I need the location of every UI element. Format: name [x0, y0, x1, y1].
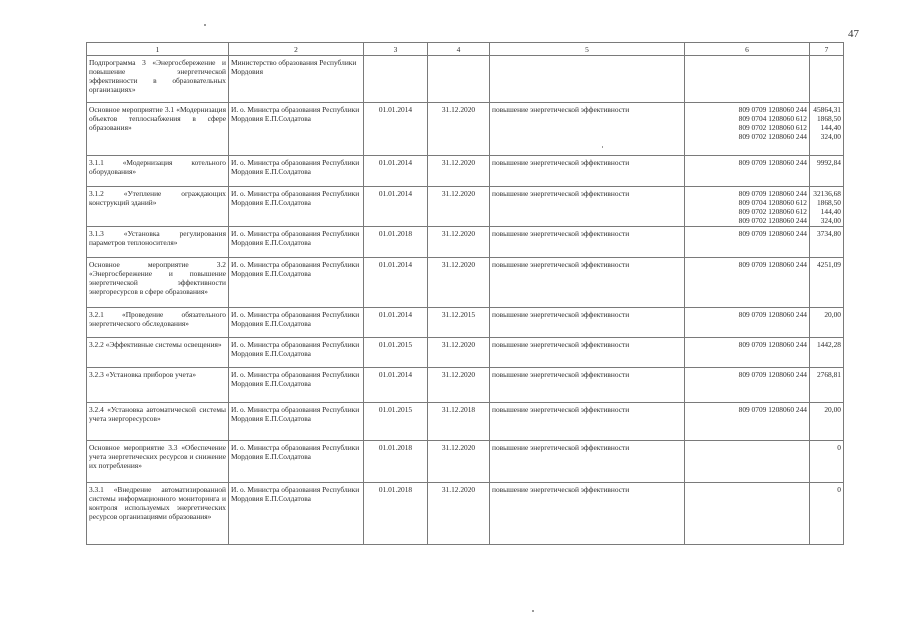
expected-result: [490, 56, 685, 103]
budget-code: 809 0709 1208060 244: [738, 229, 807, 238]
table-row: [87, 403, 844, 441]
budget-codes: [685, 403, 810, 441]
end-date: 31.12.2020: [428, 227, 490, 258]
column-number: 7: [810, 43, 844, 56]
budget-code: 809 0709 1208060 244: [738, 405, 807, 414]
start-date: 01.01.2014: [364, 258, 428, 308]
executor: И. о. Министра образования Республики Мордовия Е.П.Солдатова: [229, 308, 364, 338]
end-date: 31.12.2015: [428, 308, 490, 338]
measure-name: Основное мероприятие 3.3 «Обеспечение учета энергетических ресурсов и снижение их потребления»: [87, 441, 229, 483]
start-date: 01.01.2018: [364, 441, 428, 483]
funding-amounts: [810, 338, 844, 368]
funding-amounts: [810, 441, 844, 483]
end-date: [428, 56, 490, 103]
column-number: 2: [229, 43, 364, 56]
budget-code: 809 0702 1208060 244: [738, 216, 807, 225]
budget-codes: [685, 483, 810, 545]
executor: И. о. Министра образования Республики Мордовия Е.П.Солдатова: [229, 338, 364, 368]
expected-result: повышение энергетической эффективности: [490, 187, 685, 227]
measure-name: 3.2.1 «Проведение обязательного энергетического обследования»: [87, 308, 229, 338]
column-number: 3: [364, 43, 428, 56]
funding-amounts: [810, 368, 844, 403]
start-date: [364, 56, 428, 103]
start-date: 01.01.2015: [364, 403, 428, 441]
end-date: 31.12.2020: [428, 103, 490, 156]
expected-result: повышение энергетической эффективности: [490, 227, 685, 258]
funding-amount: 1868,50: [816, 198, 841, 207]
measure-name: Основное мероприятие 3.1 «Модернизация объектов теплоснабжения в сфере образования»: [87, 103, 229, 156]
budget-code: 809 0709 1208060 244: [738, 189, 807, 198]
budget-codes: [685, 338, 810, 368]
budget-code: 809 0704 1208060 612: [738, 198, 807, 207]
funding-amount: 9992,84: [816, 158, 841, 167]
measure-name: 3.1.3 «Установка регулирования параметров теплоносителя»: [87, 227, 229, 258]
measure-name: 3.1.2 «Утепление ограждающих конструкций зданий»: [87, 187, 229, 227]
funding-amount: 2768,81: [816, 370, 841, 379]
funding-amount: 144,40: [820, 123, 841, 132]
budget-code: 809 0709 1208060 244: [738, 370, 807, 379]
end-date: 31.12.2020: [428, 441, 490, 483]
budget-code: 809 0709 1208060 244: [738, 340, 807, 349]
budget-codes: [685, 103, 810, 156]
funding-amount: 0: [837, 485, 841, 494]
start-date: 01.01.2018: [364, 483, 428, 545]
program-table: [86, 42, 844, 545]
measure-name: 3.1.1 «Модернизация котельного оборудования»: [87, 156, 229, 187]
executor: И. о. Министра образования Республики Мордовия Е.П.Солдатова: [229, 156, 364, 187]
funding-amount: 45864,31: [813, 105, 841, 114]
table-row: [87, 308, 844, 338]
budget-code: 809 0709 1208060 244: [738, 158, 807, 167]
start-date: 01.01.2014: [364, 187, 428, 227]
executor: И. о. Министра образования Республики Мордовия Е.П.Солдатова: [229, 483, 364, 545]
budget-code: 809 0702 1208060 612: [738, 123, 807, 132]
budget-codes: [685, 441, 810, 483]
funding-amounts: [810, 258, 844, 308]
funding-amounts: [810, 483, 844, 545]
funding-amounts: [810, 156, 844, 187]
budget-codes: [685, 258, 810, 308]
table-row: [87, 227, 844, 258]
table-row: [87, 483, 844, 545]
start-date: 01.01.2018: [364, 227, 428, 258]
funding-amounts: [810, 56, 844, 103]
start-date: 01.01.2014: [364, 156, 428, 187]
budget-codes: [685, 308, 810, 338]
start-date: 01.01.2015: [364, 338, 428, 368]
end-date: 31.12.2020: [428, 187, 490, 227]
table-row: [87, 156, 844, 187]
expected-result: повышение энергетической эффективности: [490, 156, 685, 187]
table-row: [87, 441, 844, 483]
measure-name: Подпрограмма 3 «Энергосбережение и повышение энергетической эффективности в образовательных организациях»: [87, 56, 229, 103]
end-date: 31.12.2020: [428, 338, 490, 368]
start-date: 01.01.2014: [364, 368, 428, 403]
start-date: 01.01.2014: [364, 308, 428, 338]
page-number: 47: [848, 28, 859, 40]
expected-result: повышение энергетической эффективности: [490, 103, 685, 156]
scan-speck: [532, 610, 534, 612]
measure-name: 3.3.1 «Внедрение автоматизированной системы информационного мониторинга и контроля используемых энергетических ресурсов организациями образования»: [87, 483, 229, 545]
executor: И. о. Министра образования Республики Мордовия Е.П.Солдатова: [229, 103, 364, 156]
funding-amounts: [810, 103, 844, 156]
end-date: 31.12.2020: [428, 483, 490, 545]
measure-name: 3.2.4 «Установка автоматической системы учета энергоресурсов»: [87, 403, 229, 441]
table-row: [87, 368, 844, 403]
funding-amount: 32136,68: [813, 189, 841, 198]
column-number: 1: [87, 43, 229, 56]
column-number: 6: [685, 43, 810, 56]
expected-result: повышение энергетической эффективности: [490, 338, 685, 368]
measure-name: Основное мероприятие 3.2 «Энергосбережение и повышение энергетической эффективности энергоресурсов в сфере образования»: [87, 258, 229, 308]
executor: И. о. Министра образования Республики Мордовия Е.П.Солдатова: [229, 403, 364, 441]
funding-amount: 1868,50: [816, 114, 841, 123]
budget-code: 809 0702 1208060 244: [738, 132, 807, 141]
budget-codes: [685, 368, 810, 403]
measure-name: 3.2.3 «Установка приборов учета»: [87, 368, 229, 403]
budget-codes: [685, 187, 810, 227]
table-row: [87, 338, 844, 368]
table-row: [87, 56, 844, 103]
budget-code: 809 0704 1208060 612: [738, 114, 807, 123]
funding-amount: 324,00: [820, 132, 841, 141]
executor: И. о. Министра образования Республики Мордовия Е.П.Солдатова: [229, 258, 364, 308]
table-body: [87, 43, 844, 545]
expected-result: повышение энергетической эффективности: [490, 483, 685, 545]
table-row: [87, 258, 844, 308]
expected-result: повышение энергетической эффективности: [490, 403, 685, 441]
budget-code: 809 0702 1208060 612: [738, 207, 807, 216]
funding-amount: 144,40: [820, 207, 841, 216]
expected-result: повышение энергетической эффективности: [490, 308, 685, 338]
budget-codes: [685, 227, 810, 258]
funding-amount: 1442,28: [816, 340, 841, 349]
start-date: 01.01.2014: [364, 103, 428, 156]
measure-name: 3.2.2 «Эффективные системы освещения»: [87, 338, 229, 368]
end-date: 31.12.2020: [428, 156, 490, 187]
funding-amount: 3734,80: [816, 229, 841, 238]
funding-amount: 0: [837, 443, 841, 452]
expected-result: повышение энергетической эффективности: [490, 368, 685, 403]
end-date: 31.12.2018: [428, 403, 490, 441]
funding-amount: 20,00: [824, 310, 841, 319]
end-date: 31.12.2020: [428, 258, 490, 308]
table-row: [87, 103, 844, 156]
funding-amounts: [810, 403, 844, 441]
executor: И. о. Министра образования Республики Мордовия Е.П.Солдатова: [229, 187, 364, 227]
executor: И. о. Министра образования Республики Мордовия Е.П.Солдатова: [229, 441, 364, 483]
expected-result: повышение энергетической эффективности: [490, 258, 685, 308]
executor: Министерство образования Республики Мордовия: [229, 56, 364, 103]
budget-codes: [685, 156, 810, 187]
budget-code: 809 0709 1208060 244: [738, 105, 807, 114]
executor: И. о. Министра образования Республики Мордовия Е.П.Солдатова: [229, 227, 364, 258]
funding-amounts: [810, 308, 844, 338]
budget-code: 809 0709 1208060 244: [738, 260, 807, 269]
end-date: 31.12.2020: [428, 368, 490, 403]
funding-amount: 324,00: [820, 216, 841, 225]
scan-speck: [204, 24, 206, 26]
expected-result: повышение энергетической эффективности: [490, 441, 685, 483]
funding-amount: 20,00: [824, 405, 841, 414]
column-number: 5: [490, 43, 685, 56]
budget-codes: [685, 56, 810, 103]
funding-amount: 4251,09: [816, 260, 841, 269]
column-number: 4: [428, 43, 490, 56]
funding-amounts: [810, 227, 844, 258]
executor: И. о. Министра образования Республики Мордовия Е.П.Солдатова: [229, 368, 364, 403]
budget-code: 809 0709 1208060 244: [738, 310, 807, 319]
column-number-row: [87, 43, 844, 56]
funding-amounts: [810, 187, 844, 227]
table-row: [87, 187, 844, 227]
